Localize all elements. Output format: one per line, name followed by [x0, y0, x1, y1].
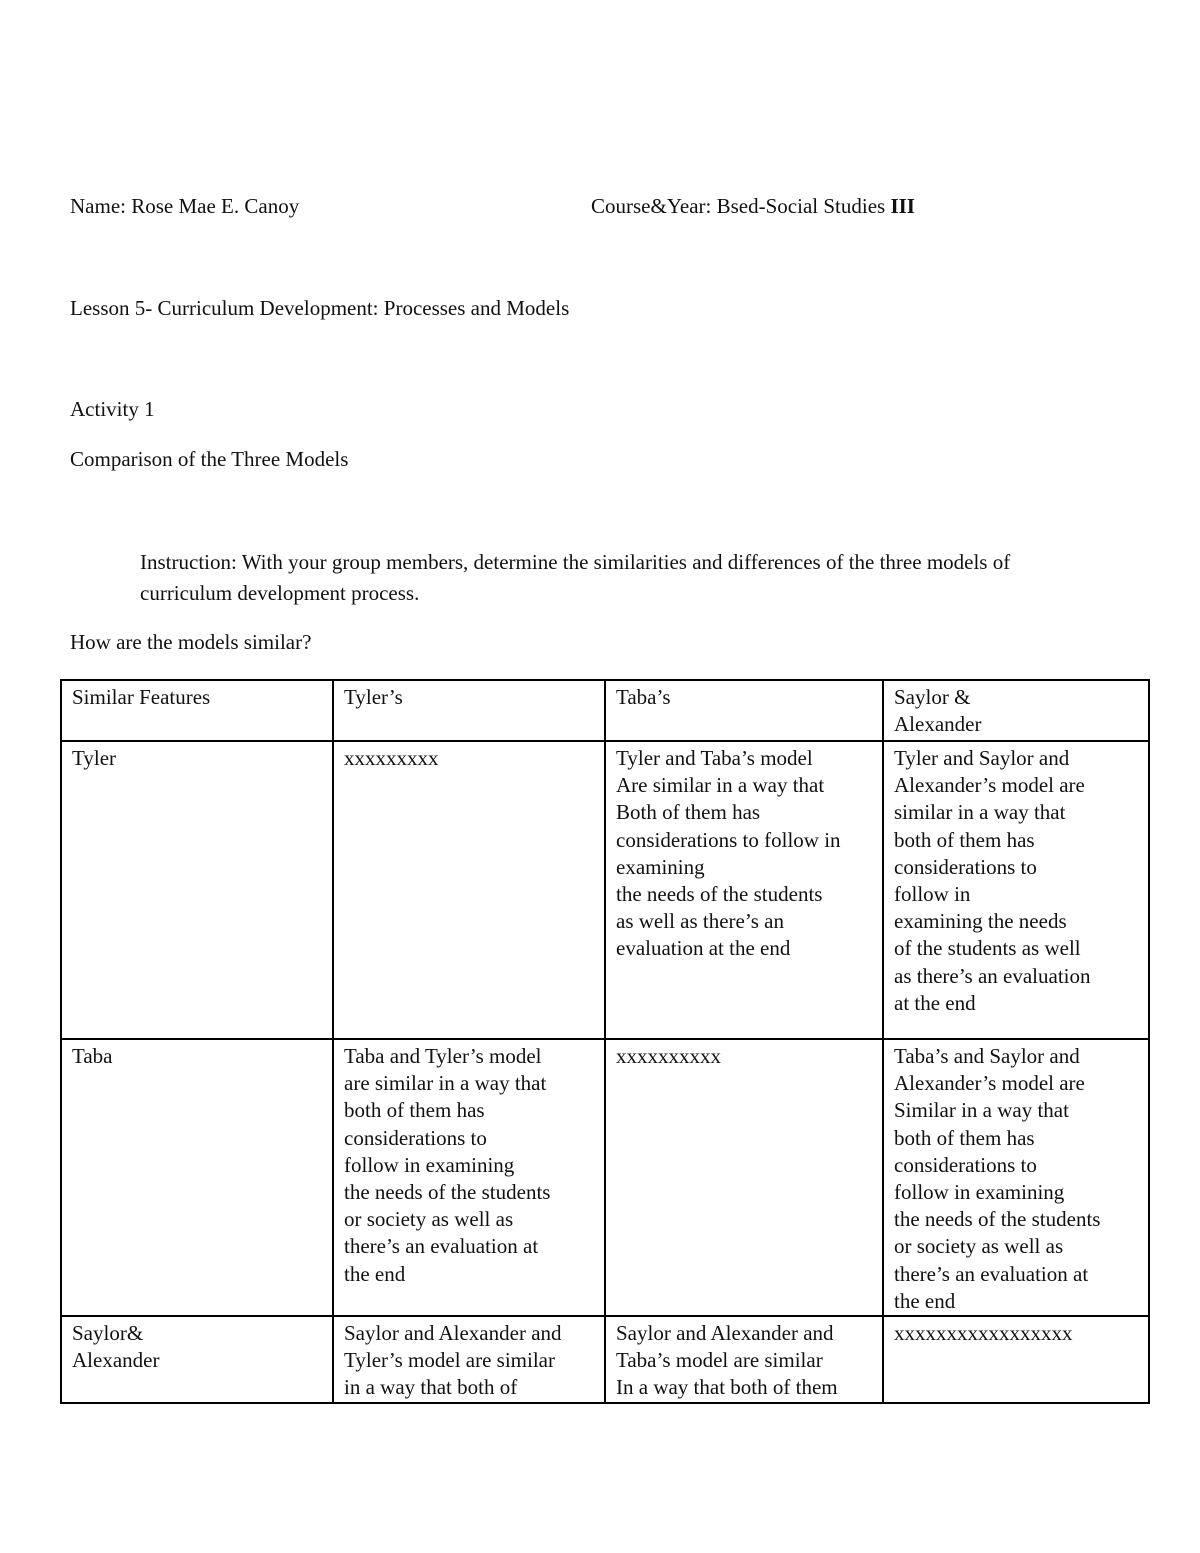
cell-saylor-tyler: Saylor and Alexander and Tyler’s model are similar in a way that both of: [333, 1316, 605, 1403]
cell-tyler-taba: Tyler and Taba’s model Are similar in a way that Both of them has considerations to follow in examining the needs of the students as well as there’s an evaluation at the end: [605, 741, 883, 1039]
row-label-saylor-alexander: Saylor& Alexander: [61, 1316, 333, 1403]
course-year-level: III: [890, 194, 915, 218]
cell-tyler-tyler: xxxxxxxxx: [333, 741, 605, 1039]
question-heading: How are the models similar?: [70, 630, 312, 654]
lesson-title: Lesson 5- Curriculum Development: Processes and Models: [70, 296, 570, 320]
comparison-table: [60, 679, 1150, 1404]
cell-taba-tyler: Taba and Tyler’s model are similar in a way that both of them has considerations to follow in examining the needs of the students or society as well as there’s an evaluation at the end: [333, 1039, 605, 1316]
table-row: [61, 741, 1149, 1039]
row-label-tyler: Tyler: [61, 741, 333, 1039]
activity-title: Activity 1: [70, 397, 155, 421]
table-row: [61, 1039, 1149, 1316]
instruction-paragraph: Instruction: With your group members, determine the similarities and differences of the three models of curriculum development process.: [140, 550, 1011, 605]
header-tylers: Tyler’s: [333, 680, 605, 741]
table-header-row: [61, 680, 1149, 741]
table-row: [61, 1316, 1149, 1403]
student-name: Name: Rose Mae E. Canoy: [70, 194, 300, 218]
header-similar-features: Similar Features: [61, 680, 333, 741]
course-year: [591, 193, 915, 219]
cell-taba-taba: xxxxxxxxxx: [605, 1039, 883, 1316]
course-year-text: Course&Year: Bsed-Social Studies: [591, 194, 891, 218]
activity-subtitle: Comparison of the Three Models: [70, 447, 349, 471]
cell-tyler-saylor: Tyler and Saylor and Alexander’s model are similar in a way that both of them has considerations to follow in examining the needs of the students as well as there’s an evaluation at the end: [883, 741, 1149, 1039]
row-label-taba: Taba: [61, 1039, 333, 1316]
cell-saylor-taba: Saylor and Alexander and Taba’s model are similar In a way that both of them: [605, 1316, 883, 1403]
cell-taba-saylor: Taba’s and Saylor and Alexander’s model are Similar in a way that both of them has considerations to follow in examining the needs of the students or society as well as there’s an evaluation at the end: [883, 1039, 1149, 1316]
cell-saylor-saylor: xxxxxxxxxxxxxxxxx: [883, 1316, 1149, 1403]
header-tabas: Taba’s: [605, 680, 883, 741]
header-saylor-alexander: Saylor & Alexander: [883, 680, 1149, 741]
